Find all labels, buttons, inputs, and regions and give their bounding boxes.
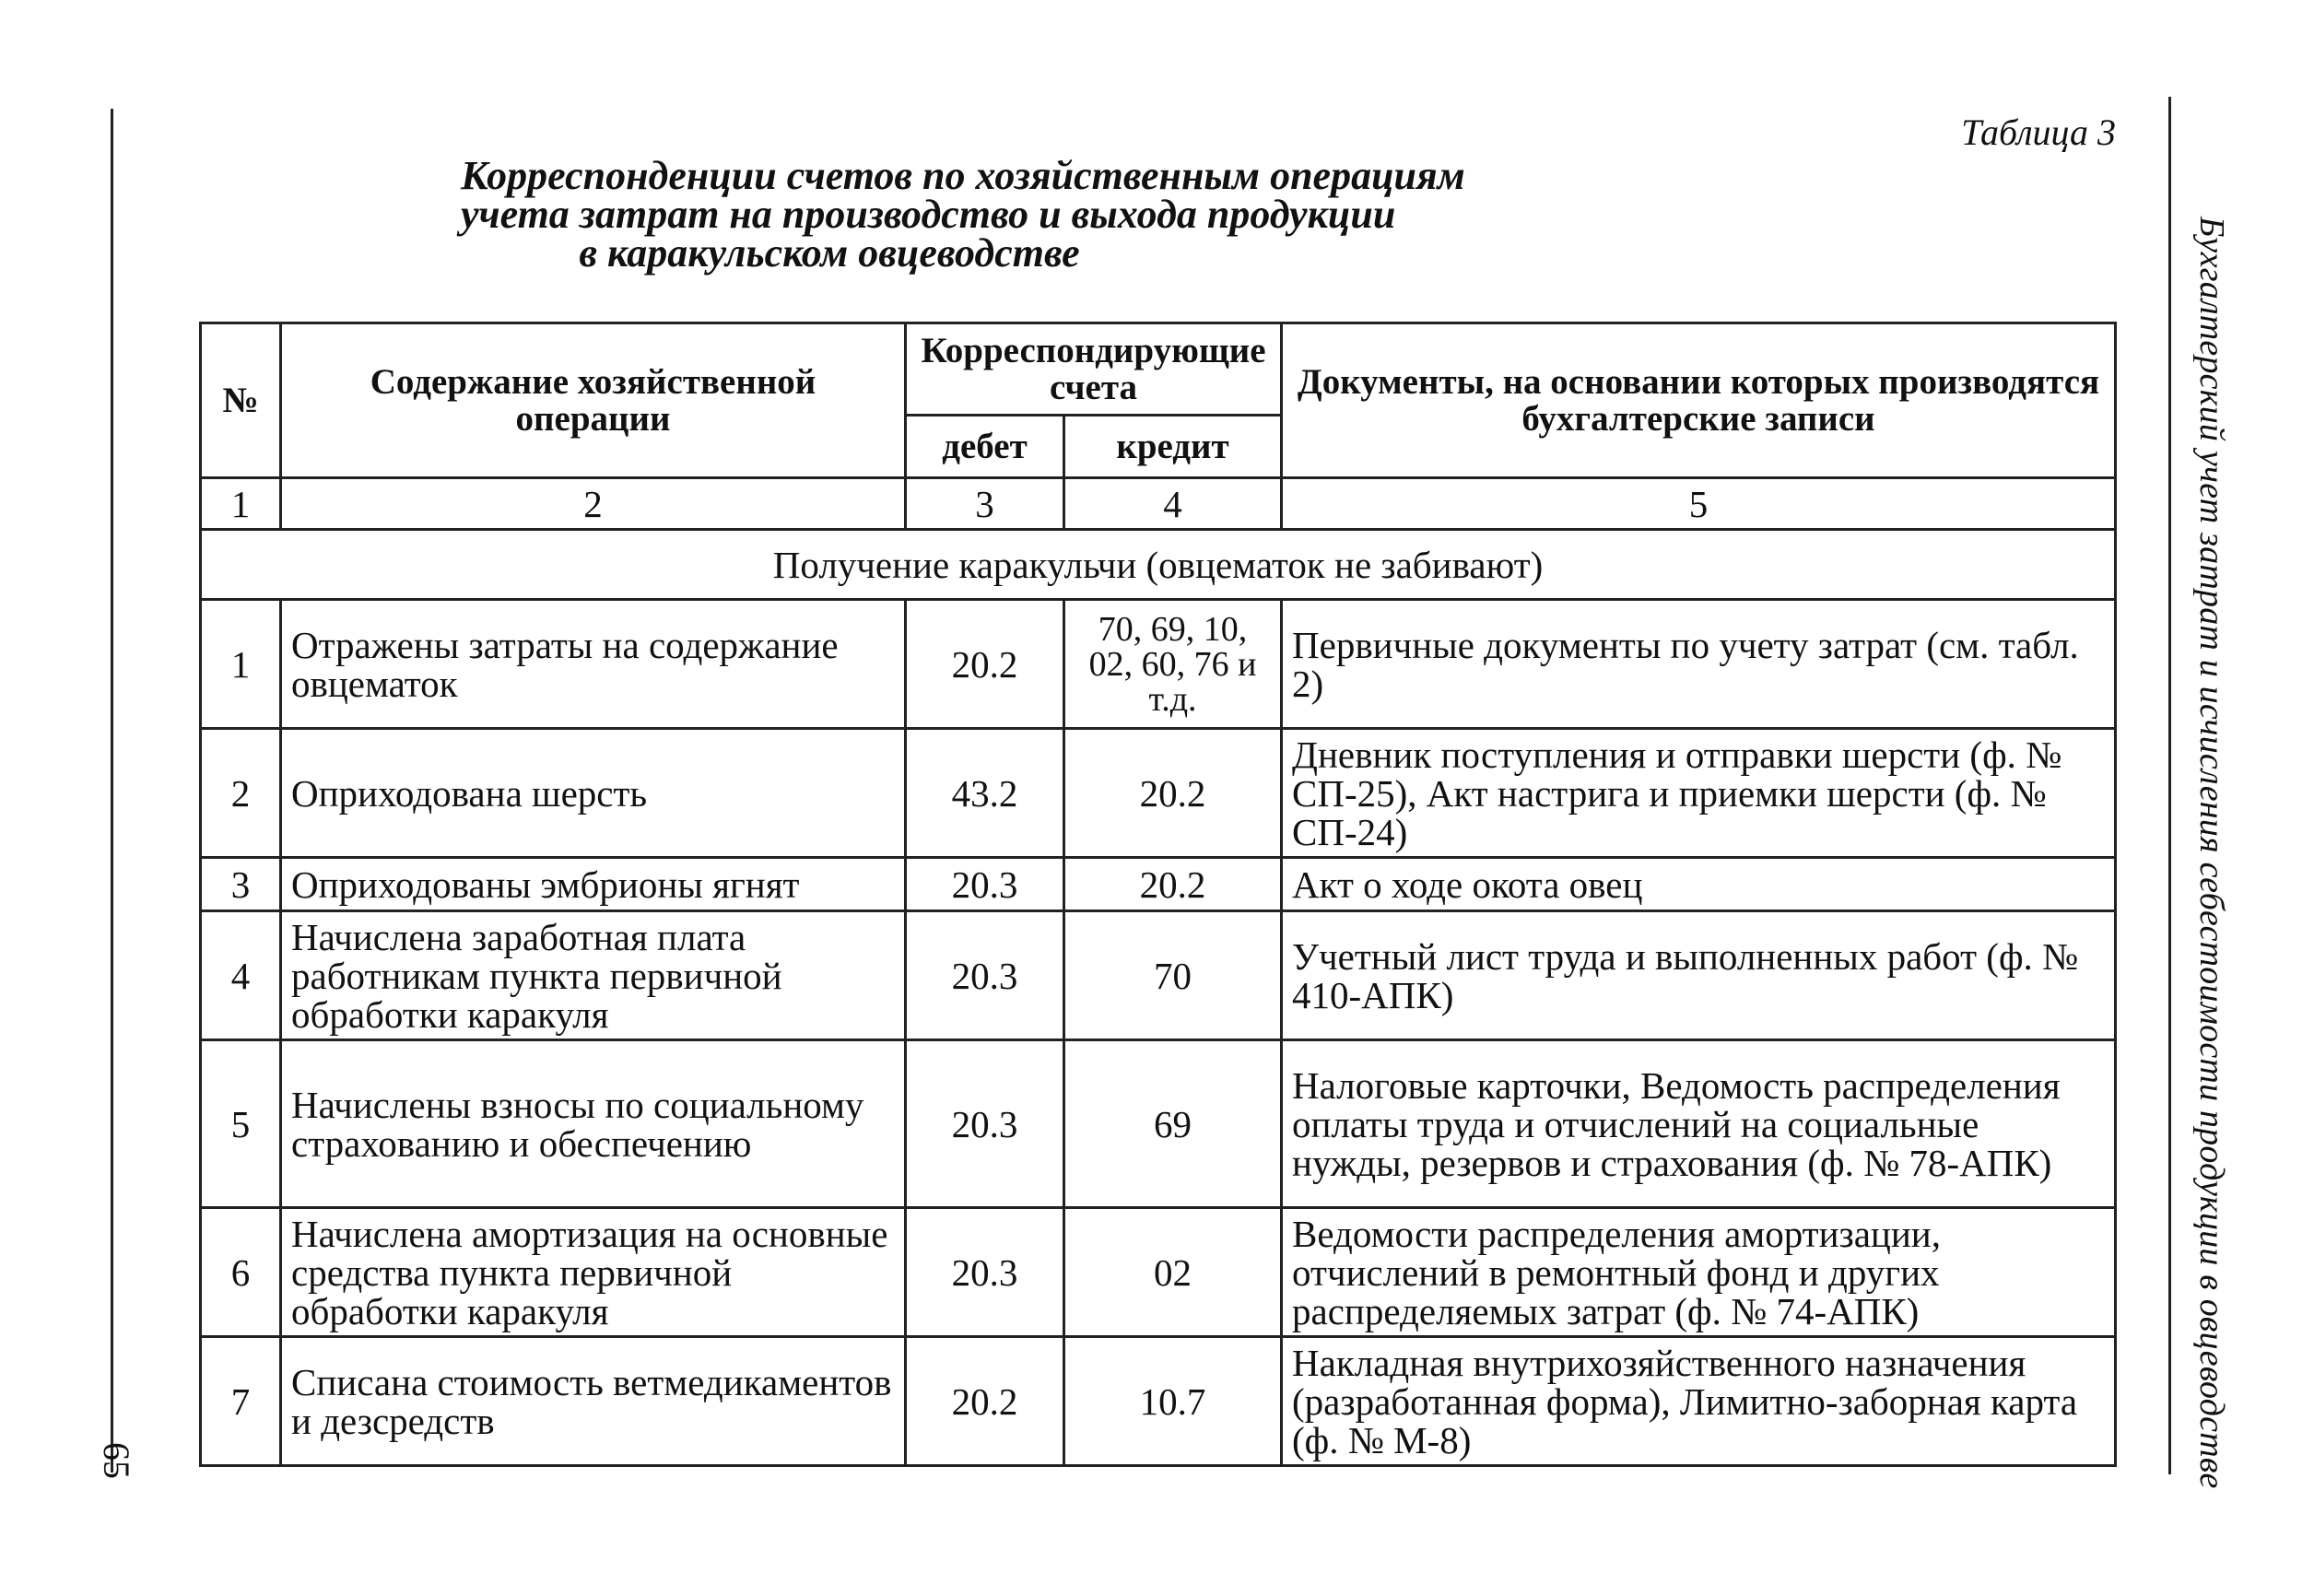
row-content: Оприходована шерсть	[281, 729, 906, 858]
title-line-2: учета затрат на производство и выхода продукции	[461, 192, 1396, 237]
row-content: Списана стоимость ветмедикаментов и дезсредств	[281, 1337, 906, 1466]
row-debit: 20.3	[906, 1208, 1064, 1337]
row-credit: 20.2	[1064, 729, 1282, 858]
header-credit: кредит	[1064, 416, 1282, 478]
table-row	[201, 911, 2116, 1040]
row-no: 1	[201, 600, 281, 729]
row-credit: 70	[1064, 911, 1282, 1040]
row-credit: 02	[1064, 1208, 1282, 1337]
row-content: Отражены затраты на содержание овцематок	[281, 600, 906, 729]
row-content: Начислена амортизация на основные средства пункта первичной обработки каракуля	[281, 1208, 906, 1337]
row-documents: Учетный лист труда и выполненных работ (ф. № 410-АПК)	[1282, 911, 2116, 1040]
section-row	[201, 530, 2116, 600]
row-debit: 20.2	[906, 600, 1064, 729]
accounts-table	[199, 322, 2117, 1467]
column-number: 2	[281, 478, 906, 530]
header-accounts: Корреспондирующие счета	[906, 323, 1282, 416]
row-documents: Ведомости распределения амортизации, отчислений в ремонтный фонд и других распределяемых затрат (ф. № 74-АПК)	[1282, 1208, 2116, 1337]
column-number: 4	[1064, 478, 1282, 530]
row-credit: 70, 69, 10, 02, 60, 76 и т.д.	[1064, 600, 1282, 729]
table-row	[201, 600, 2116, 729]
column-numbers-row	[201, 478, 2116, 530]
header-content: Содержание хозяйственной операции	[281, 323, 906, 478]
row-no: 3	[201, 858, 281, 911]
row-credit: 69	[1064, 1040, 1282, 1208]
table-row	[201, 729, 2116, 858]
row-debit: 20.3	[906, 1040, 1064, 1208]
header-row	[201, 323, 2116, 416]
table-row	[201, 1337, 2116, 1466]
row-content: Оприходованы эмбрионы ягнят	[281, 858, 906, 911]
row-content: Начислена заработная плата работникам пункта первичной обработки каракуля	[281, 911, 906, 1040]
row-debit: 43.2	[906, 729, 1064, 858]
row-documents: Накладная внутрихозяйственного назначения (разработанная форма), Лимитно-заборная карта (ф. № М-8)	[1282, 1337, 2116, 1466]
row-documents: Акт о ходе окота овец	[1282, 858, 2116, 911]
row-no: 2	[201, 729, 281, 858]
row-no: 4	[201, 911, 281, 1040]
row-debit: 20.2	[906, 1337, 1064, 1466]
table-row	[201, 1040, 2116, 1208]
row-debit: 20.3	[906, 911, 1064, 1040]
row-no: 5	[201, 1040, 281, 1208]
right-margin-rule	[2168, 97, 2171, 1474]
left-margin-rule	[111, 109, 113, 1473]
row-no: 7	[201, 1337, 281, 1466]
row-credit: 20.2	[1064, 858, 1282, 911]
table-row	[201, 858, 2116, 911]
table-title	[461, 153, 1465, 276]
title-line-1: Корреспонденции счетов по хозяйственным операциям	[461, 153, 1465, 198]
column-number: 5	[1282, 478, 2116, 530]
header-debit: дебет	[906, 416, 1064, 478]
title-line-3: в каракульском овцеводстве	[579, 230, 1080, 276]
column-number: 1	[201, 478, 281, 530]
row-no: 6	[201, 1208, 281, 1337]
column-number: 3	[906, 478, 1064, 530]
table-row	[201, 1208, 2116, 1337]
row-content: Начислены взносы по социальному страхованию и обеспечению	[281, 1040, 906, 1208]
table-label: Таблица 3	[1961, 111, 2116, 153]
running-title: Бухгалтерский учет затрат и исчисления себестоимости продукции в овцеводстве	[2192, 217, 2231, 1489]
row-documents: Налоговые карточки, Ведомость распределения оплаты труда и отчислений на социальные нужды, резервов и страхования (ф. № 78-АПК)	[1282, 1040, 2116, 1208]
row-debit: 20.3	[906, 858, 1064, 911]
row-documents: Дневник поступления и отправки шерсти (ф. № СП-25), Акт настрига и приемки шерсти (ф. № СП-24)	[1282, 729, 2116, 858]
page-number: 65	[96, 1442, 137, 1479]
row-documents: Первичные документы по учету затрат (см. табл. 2)	[1282, 600, 2116, 729]
header-documents: Документы, на основании которых производятся бухгалтерские записи	[1282, 323, 2116, 478]
section-heading: Получение каракульчи (овцематок не забивают)	[201, 530, 2116, 600]
row-credit: 10.7	[1064, 1337, 1282, 1466]
header-no: №	[201, 323, 281, 478]
